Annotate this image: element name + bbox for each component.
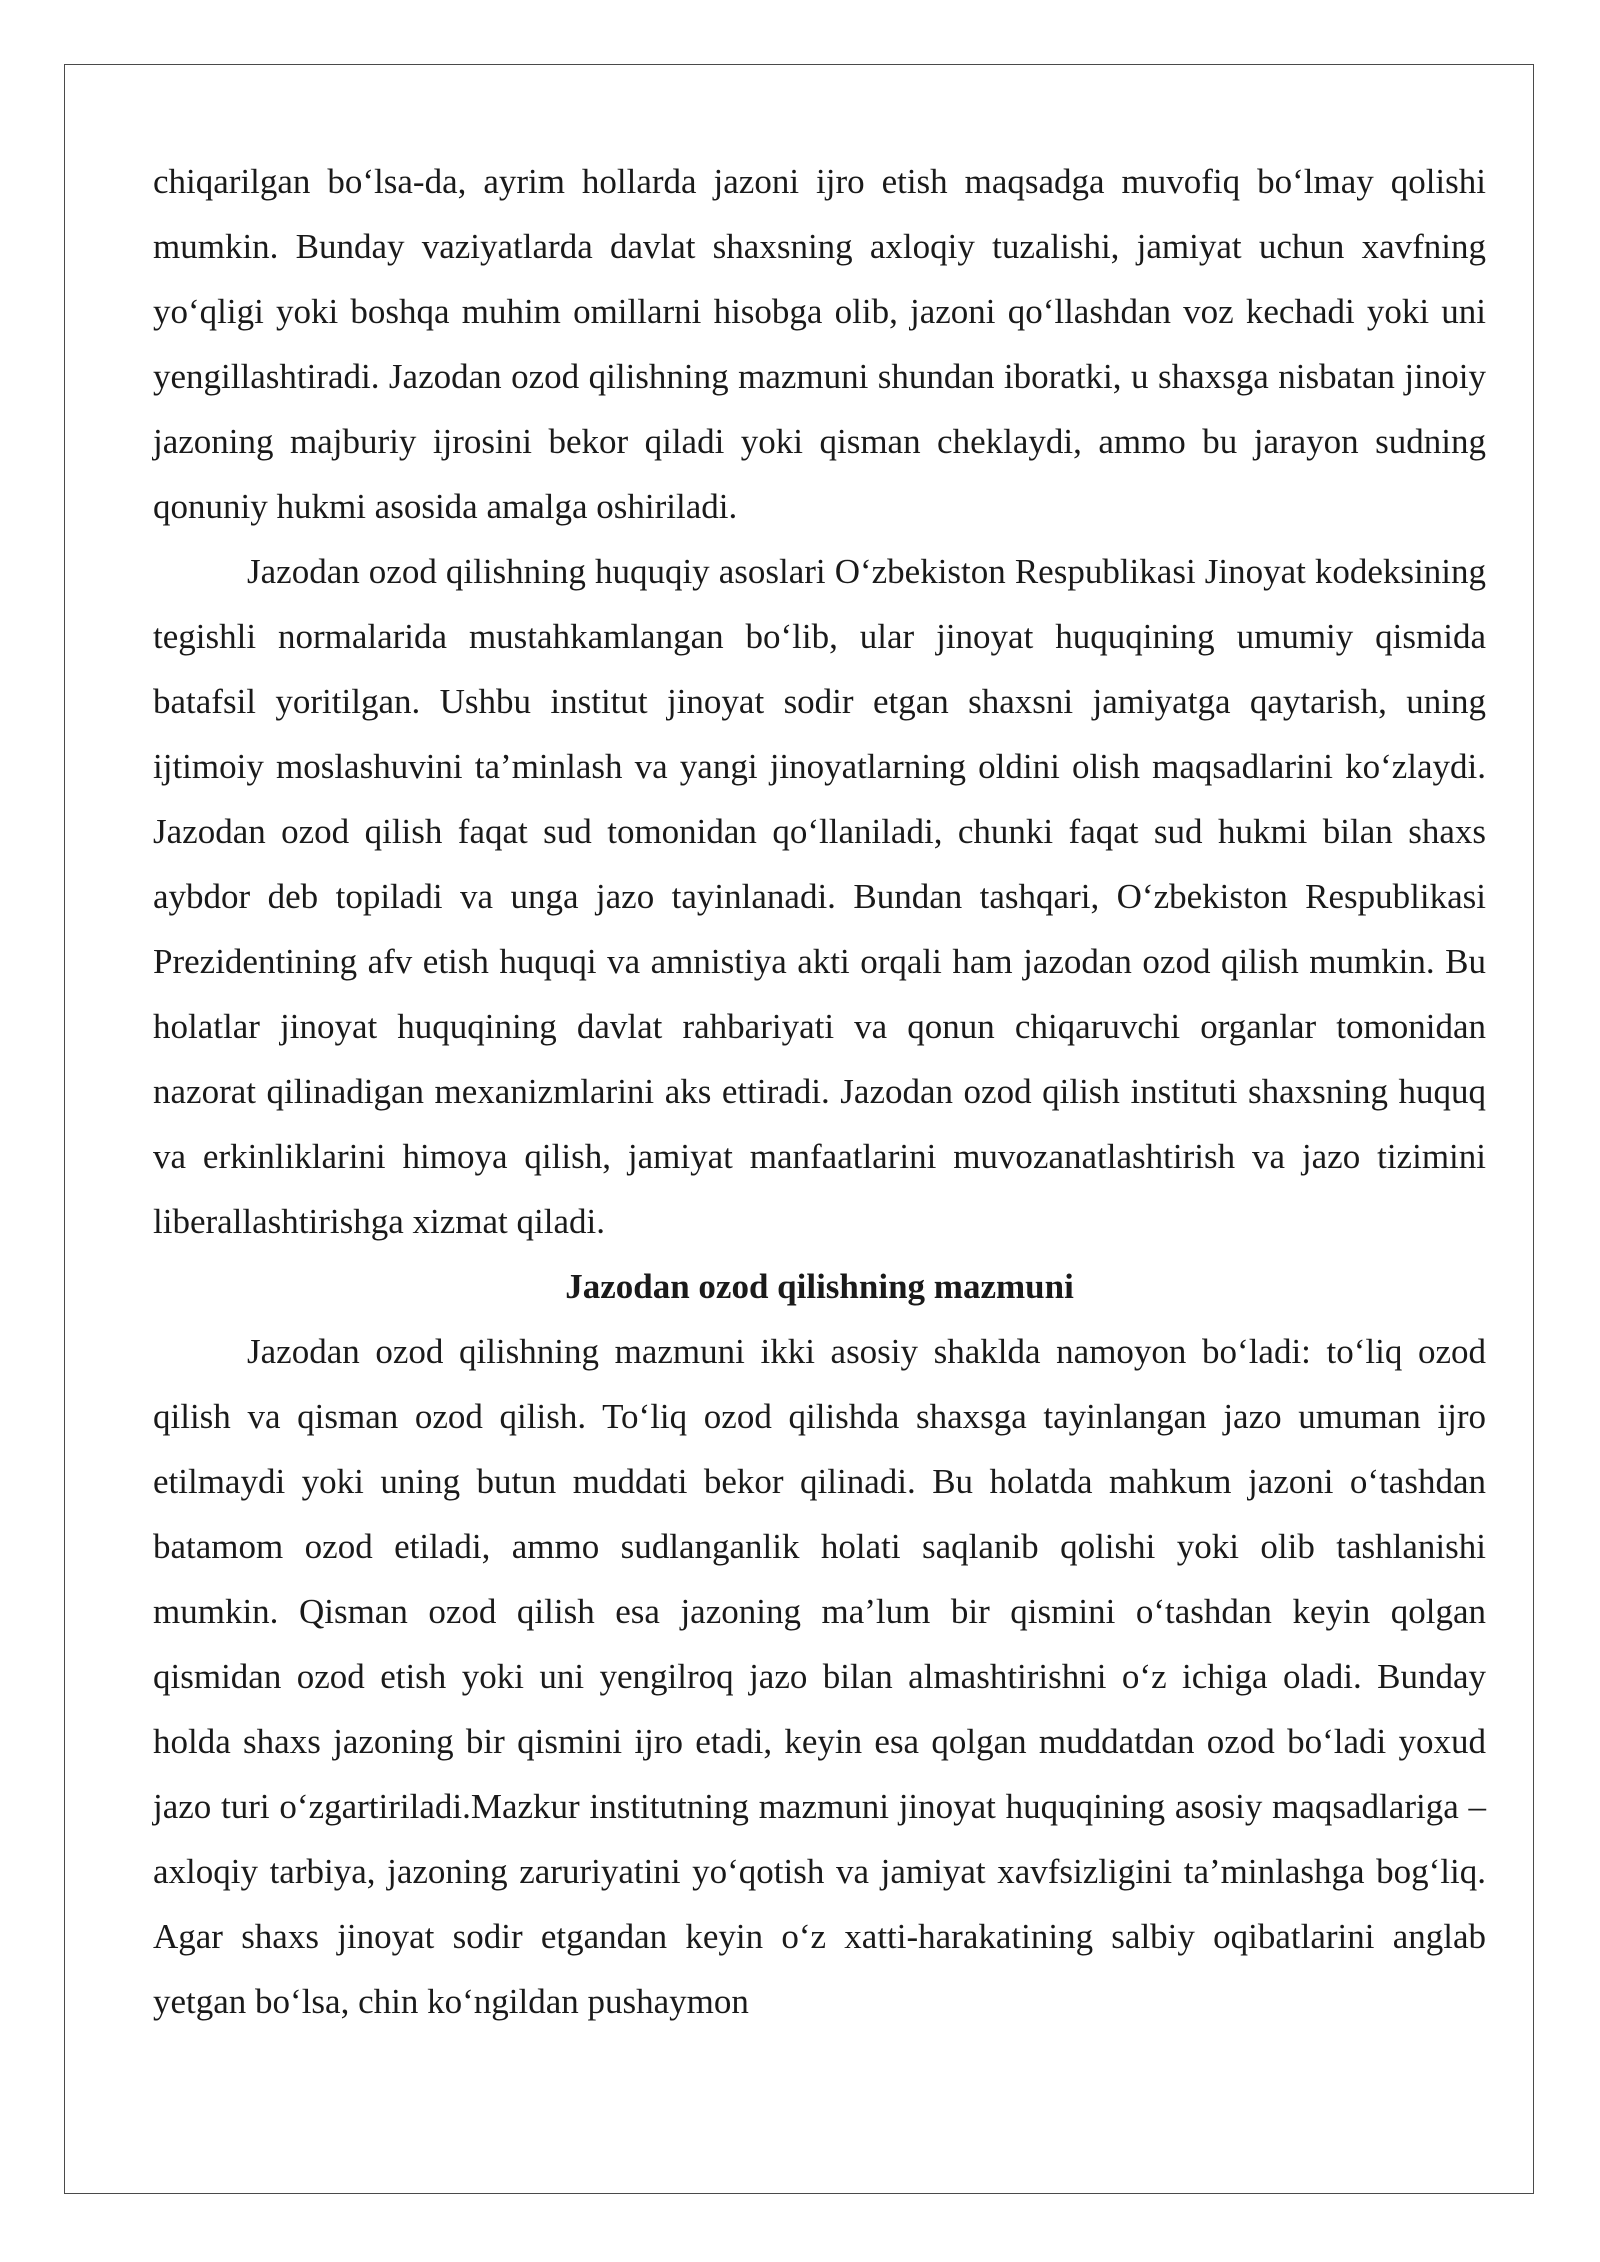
paragraph-content: Jazodan ozod qilishning mazmuni ikki asosiy shaklda namoyon bo‘ladi: to‘liq ozod qilish va qisman ozod qilish. To‘liq ozod qilishda shaxsga tayinlangan jazo umuman ijro etilmaydi yoki uning butun muddati bekor qilinadi. Bu holatda mahkum jazoni o‘tashdan batamom ozod etiladi, ammo sudlanganlik holati saqlanib qolishi yoki olib tashlanishi mumkin. Qisman ozod qilish esa jazoning ma’lum bir qismini o‘tashdan keyin qolgan qismidan ozod etish yoki uni yengilroq jazo bilan almashtirishni o‘z ichiga oladi. Bunday holda shaxs jazoning bir qismini ijro etadi, keyin esa qolgan muddatdan ozod bo‘ladi yoxud jazo turi o‘zgartiriladi.Mazkur institutning mazmuni jinoyat huquqining asosiy maqsadlariga – axloqiy tarbiya, jazoning zaruriyatini yo‘qotish va jamiyat xavfsizligini ta’minlashga bog‘liq. Agar shaxs jinoyat sodir etgandan keyin o‘z xatti-harakatining salbiy oqibatlarini anglab yetgan bo‘lsa, chin ko‘ngildan pushaymon	[153, 1332, 1486, 2021]
section-heading: Jazodan ozod qilishning mazmuni	[565, 1267, 1074, 1306]
paragraph-legal-basis: Jazodan ozod qilishning huquqiy asoslari O‘zbekiston Respublikasi Jinoyat kodeksining tegishli normalarida mustahkamlangan bo‘lib, ular jinoyat huquqining umumiy qismida batafsil yoritilgan. Ushbu institut jinoyat sodir etgan shaxsni jamiyatga qaytarish, uning ijtimoiy moslashuvini ta’minlash va yangi jinoyatlarning oldini olish maqsadlarini ko‘zlaydi. Jazodan ozod qilish faqat sud tomonidan qo‘llaniladi, chunki faqat sud hukmi bilan shaxs aybdor deb topiladi va unga jazo tayinlanadi. Bundan tashqari, O‘zbekiston Respublikasi Prezidentining afv etish huquqi va amnistiya akti orqali ham jazodan ozod qilish mumkin. Bu holatlar jinoyat huquqining davlat rahbariyati va qonun chiqaruvchi organlar tomonidan nazorat qilinadigan mexanizmlarini aks ettiradi. Jazodan ozod qilish instituti shaxsning huquq va erkinliklarini himoya qilish, jamiyat manfaatlarini muvozanatlashtirish va jazo tizimini liberallashtirishga xizmat qiladi.	[153, 552, 1486, 1241]
paragraph-continuation: chiqarilgan bo‘lsa-da, ayrim hollarda jazoni ijro etish maqsadga muvofiq bo‘lmay qolishi mumkin. Bunday vaziyatlarda davlat shaxsning axloqiy tuzalishi, jamiyat uchun xavfning yo‘qligi yoki boshqa muhim omillarni hisobga olib, jazoni qo‘llashdan voz kechadi yoki uni yengillashtiradi. Jazodan ozod qilishning mazmuni shundan iboratki, u shaxsga nisbatan jinoiy jazoning majburiy ijrosini bekor qiladi yoki qisman cheklaydi, ammo bu jarayon sudning qonuniy hukmi asosida amalga oshiriladi.	[153, 162, 1486, 526]
document-body	[153, 149, 1486, 2034]
